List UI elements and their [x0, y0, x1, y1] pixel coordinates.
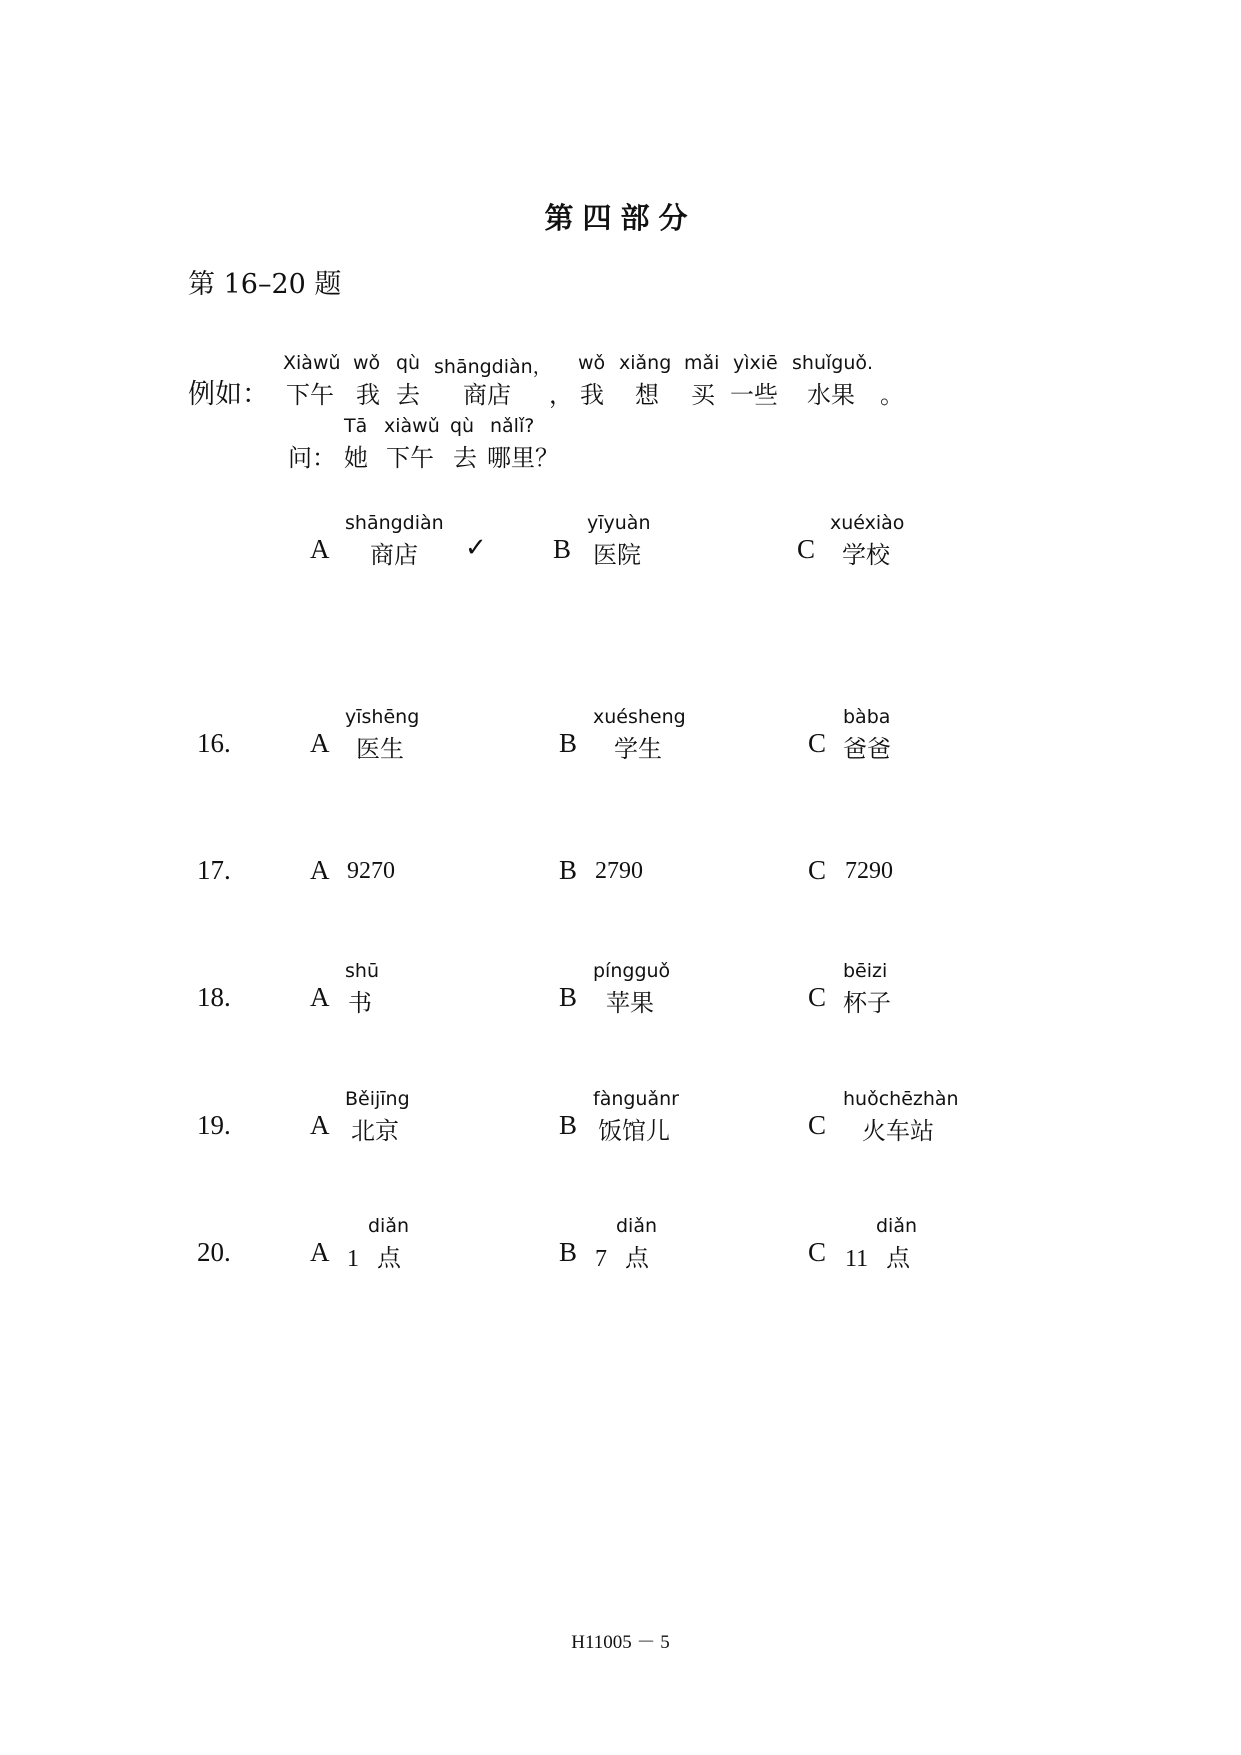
- q16-option-b-letter: B: [559, 728, 578, 758]
- question-hanzi-3: 去: [453, 444, 477, 472]
- question-pinyin-3: qù: [450, 415, 475, 437]
- q16-option-b-text: 学生: [614, 735, 662, 763]
- example-option-b-letter: B: [553, 534, 572, 564]
- example-hanzi-1: 下午: [286, 381, 334, 409]
- q16-option-b-pinyin: xuésheng: [593, 706, 686, 728]
- section-heading: 第 16–20 题: [188, 269, 342, 300]
- example-hanzi-11: 。: [880, 381, 904, 409]
- q16-option-c-pinyin: bàba: [843, 706, 891, 728]
- question-hanzi-4: 哪里？: [487, 444, 559, 472]
- q20-option-c-pinyin: diǎn: [876, 1215, 918, 1237]
- example-hanzi-4: 商店: [463, 381, 511, 409]
- q20-option-a-pinyin: diǎn: [368, 1215, 410, 1237]
- q18-option-b-text: 苹果: [606, 989, 654, 1017]
- question-pinyin-4: nǎlǐ?: [490, 415, 535, 437]
- example-option-a-letter: A: [310, 534, 330, 564]
- example-pinyin-6: xiǎng: [619, 352, 672, 374]
- example-pinyin-3: qù: [396, 352, 421, 374]
- q20-option-a-letter: A: [310, 1237, 330, 1267]
- question-18-number: 18.: [197, 982, 231, 1012]
- question-pinyin-1: Tā: [344, 415, 368, 437]
- example-pinyin-4: shāngdiàn，: [434, 356, 552, 378]
- q17-option-c-text: 7290: [845, 858, 893, 884]
- q20-option-a-text: 1 点: [347, 1246, 401, 1272]
- q18-option-b-letter: B: [559, 982, 578, 1012]
- question-20-number: 20.: [197, 1237, 231, 1267]
- q19-option-a-text: 北京: [351, 1117, 399, 1145]
- q16-option-a-text: 医生: [356, 735, 404, 763]
- example-hanzi-2: 我: [356, 381, 380, 409]
- q20-option-b-letter: B: [559, 1237, 578, 1267]
- example-hanzi-3: 去: [396, 381, 420, 409]
- question-pinyin-2: xiàwǔ: [384, 415, 440, 437]
- q16-option-c-text: 爸爸: [843, 735, 891, 763]
- q16-option-a-pinyin: yīshēng: [345, 706, 420, 728]
- example-option-a-pinyin: shāngdiàn: [345, 512, 444, 534]
- page-title: 第四部分: [544, 201, 697, 235]
- example-hanzi-10: 水果: [807, 381, 855, 409]
- q17-option-a-text: 9270: [347, 858, 395, 884]
- q19-option-c-letter: C: [808, 1110, 827, 1140]
- q17-option-b-text: 2790: [595, 858, 643, 884]
- example-pinyin-1: Xiàwǔ: [283, 352, 341, 374]
- q20-option-b-text: 7 点: [595, 1246, 649, 1272]
- example-hanzi-8: 买: [691, 381, 715, 409]
- example-option-c-text: 学校: [842, 541, 890, 569]
- example-pinyin-2: wǒ: [353, 352, 381, 374]
- q18-option-a-text: 书: [348, 989, 372, 1017]
- example-pinyin-9: shuǐguǒ.: [792, 352, 874, 374]
- page-footer: H11005 － 5: [571, 1632, 670, 1653]
- q20-option-b-pinyin: diǎn: [616, 1215, 658, 1237]
- example-hanzi-6: 我: [580, 381, 604, 409]
- question-19-number: 19.: [197, 1110, 231, 1140]
- q20-option-c-text: 11 点: [845, 1246, 911, 1272]
- q19-option-b-letter: B: [559, 1110, 578, 1140]
- q16-option-c-letter: C: [808, 728, 827, 758]
- example-option-b-pinyin: yīyuàn: [587, 512, 651, 534]
- q19-option-a-letter: A: [310, 1110, 330, 1140]
- q18-option-a-letter: A: [310, 982, 330, 1012]
- question-hanzi-2: 下午: [386, 444, 434, 472]
- question-label: 问：: [288, 444, 336, 472]
- q16-option-a-letter: A: [310, 728, 330, 758]
- example-label: 例如：: [188, 379, 269, 410]
- question-17-number: 17.: [197, 855, 231, 885]
- q18-option-c-pinyin: bēizi: [843, 960, 888, 982]
- example-hanzi-7: 想: [635, 381, 659, 409]
- example-option-c-letter: C: [797, 534, 816, 564]
- q18-option-c-text: 杯子: [843, 989, 891, 1017]
- q18-option-c-letter: C: [808, 982, 827, 1012]
- example-option-c-pinyin: xuéxiào: [830, 512, 905, 534]
- q19-option-b-pinyin: fànguǎnr: [593, 1088, 679, 1110]
- example-hanzi-5: ，: [549, 381, 573, 409]
- q19-option-a-pinyin: Běijīng: [345, 1088, 410, 1110]
- example-pinyin-8: yìxiē: [733, 352, 778, 374]
- checkmark-icon: ✓: [465, 533, 487, 563]
- q17-option-c-letter: C: [808, 855, 827, 885]
- q19-option-b-text: 饭馆儿: [598, 1117, 670, 1145]
- q17-option-b-letter: B: [559, 855, 578, 885]
- q18-option-a-pinyin: shū: [345, 960, 379, 982]
- question-16-number: 16.: [197, 728, 231, 758]
- example-option-a-text: 商店: [370, 541, 418, 569]
- q20-option-c-letter: C: [808, 1237, 827, 1267]
- question-hanzi-1: 她: [344, 444, 368, 472]
- example-pinyin-7: mǎi: [684, 352, 720, 374]
- q19-option-c-pinyin: huǒchēzhàn: [843, 1088, 959, 1110]
- example-hanzi-9: 一些: [730, 381, 778, 409]
- q18-option-b-pinyin: píngguǒ: [593, 960, 671, 982]
- example-option-b-text: 医院: [593, 541, 641, 569]
- example-pinyin-5: wǒ: [578, 352, 606, 374]
- q19-option-c-text: 火车站: [862, 1117, 934, 1145]
- q17-option-a-letter: A: [310, 855, 330, 885]
